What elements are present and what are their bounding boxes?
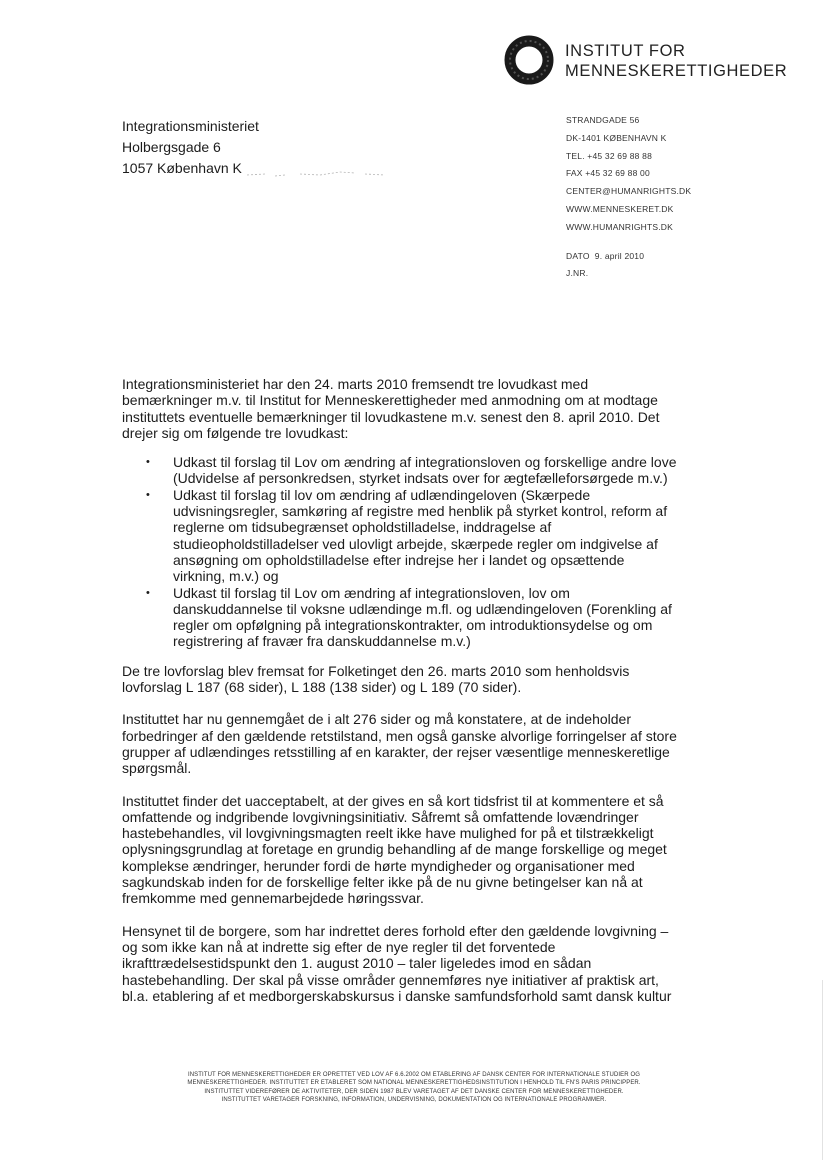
text-line: oplysningsgrundlag at foretage en grundig behandling af de mange forskellige og meget xyxy=(122,841,667,858)
text-line: komplekse ændringer, herunder fordi de hørte myndigheder og organisationer med xyxy=(122,857,635,874)
text-line: spørgsmål. xyxy=(122,760,192,777)
date-value: 9. april 2010 xyxy=(594,251,645,261)
text-line: Hensynet til de borgere, som har indrettet deres forhold efter den gældende lovgivning – xyxy=(122,922,669,939)
letter-meta xyxy=(566,248,644,282)
bullet-icon: • xyxy=(146,488,150,501)
contact-street: STRANDGADE 56 xyxy=(566,115,640,125)
draft-bill-list xyxy=(122,454,682,650)
sender-contact-block xyxy=(566,112,691,237)
text-line: omfattende og indgribende lovgivningsinitiativ. Såfremt så omfattende lovændringer xyxy=(122,808,639,825)
text-line: fremkomme med gennemarbejdede høringssvar. xyxy=(122,890,424,907)
contact-tel: TEL. +45 32 69 88 88 xyxy=(566,150,652,161)
contact-website-2: WWW.HUMANRIGHTS.DK xyxy=(566,221,674,232)
text-line: ikrafttrædelsestidspunkt den 1. august 2010 – taler ligeledes imod en sådan xyxy=(122,955,592,972)
letter-body xyxy=(122,376,682,1004)
text-line: Instituttet har nu gennemgået de i alt 276 sider og må konstatere, at de indeholder xyxy=(122,711,631,728)
recipient-name: Integrationsministeriet xyxy=(122,118,259,134)
text-line: reglerne om tidsubegrænset opholdstilladelse, inddragelse af xyxy=(173,519,552,536)
text-line: registrering af fravær fra danskuddannelse m.v.) xyxy=(173,633,471,650)
recipient-address xyxy=(122,116,259,179)
text-line: regler om opfølgning på integrationskontrakter, om introduktionsydelse og om xyxy=(173,617,653,634)
paragraph-review xyxy=(122,711,682,776)
text-line: virkning, m.v.) og xyxy=(173,568,279,585)
date-label: DATO xyxy=(566,251,590,261)
text-line: Integrationsministeriet har den 24. marts 2010 fremsendt tre lovudkast med xyxy=(122,376,589,392)
journal-number-row xyxy=(566,265,644,282)
scan-noise-marks xyxy=(245,166,395,180)
text-line: bemærkninger m.v. til Institut for Menneskerettigheder med anmodning om at modtage xyxy=(122,392,658,409)
text-line: bl.a. etablering af et medborgerskabskursus i danske samfundsforhold samt dansk kultur xyxy=(122,987,672,1004)
list-item xyxy=(122,454,682,487)
text-line: (Udvidelse af personkredsen, styrket indsats over for ægtefælleforsørgede m.v.) xyxy=(173,470,668,487)
text-line: lovforslag L 187 (68 sider), L 188 (138 sider) og L 189 (70 sider). xyxy=(122,679,522,696)
institute-logo xyxy=(503,34,803,90)
text-line: Udkast til forslag til lov om ændring af udlændingeloven (Skærpede xyxy=(173,486,591,503)
paragraph-bills-submitted xyxy=(122,663,682,696)
text-line: hastebehandling. Der skal på visse områder gennemføres nye initiativer af praktisk art, xyxy=(122,971,659,988)
journal-number-label: J.NR. xyxy=(566,268,589,278)
recipient-street: Holbergsgade 6 xyxy=(122,139,221,155)
list-item xyxy=(122,585,682,650)
contact-fax: FAX +45 32 69 88 00 xyxy=(566,168,650,179)
list-item xyxy=(122,487,682,585)
text-line: udvisningsregler, samkøring af registre med henblik på styrket kontrol, reform af xyxy=(173,503,668,520)
bullet-icon: • xyxy=(146,586,150,599)
footer-line: INSTITUTTET VARETAGER FORSKNING, INFORMATION, UNDERVISNING, DOKUMENTATION OG INTERNATIONALE PROGRAMMER. xyxy=(221,1097,607,1104)
footer-line: MENNESKERETTIGHEDER. INSTITUTTET ER ETABLERET SOM NATIONAL MENNESKERETTIGHEDSINSTITUTION I HENHOLD TIL FN'S PARIS PRINCIPPER. xyxy=(187,1080,641,1087)
contact-website-1: WWW.MENNESKERET.DK xyxy=(566,203,674,214)
text-line: hastebehandles, vil lovgivningsmagten reelt ikke have mulighed for på et tilstrækkeligt xyxy=(122,825,654,842)
ring-logo-icon xyxy=(503,34,555,86)
text-line: ansøgning om opholdstilladelse efter indrejse her i landet og opsættende xyxy=(173,551,625,568)
text-line: forbedringer af den gældende retstilstand, men også ganske alvorlige forringelser af store xyxy=(122,727,677,744)
date-row xyxy=(566,248,644,265)
legal-footer xyxy=(118,1071,710,1105)
footer-line: INSTITUTTET VIDEREFØRER DE AKTIVITETER, DER SIDEN 1987 BLEV VARETAGET AF DET DANSKE CENTER FOR MENNESKERETTIGHEDER. xyxy=(204,1088,624,1095)
text-line: grupper af udlændinges retsstilling af en karakter, der rejser væsentlige menneskeretlige xyxy=(122,743,670,760)
text-line: og som ikke kan nå at indrette sig efter de nye regler til det forventede xyxy=(122,938,556,955)
text-line: danskuddannelse til voksne udlændinge m.fl. og udlændingeloven (Forenkling af xyxy=(173,600,672,617)
paragraph-deadline-concern xyxy=(122,793,682,907)
contact-city: DK-1401 KØBENHAVN K xyxy=(566,132,667,143)
text-line: Udkast til forslag til Lov om ændring af integrationsloven og forskellige andre love xyxy=(173,454,677,471)
text-line: studieopholdstilladelser ved ulovligt arbejde, skærpede regler om indgivelse af xyxy=(173,535,658,552)
logo-text-line-1: INSTITUT FOR xyxy=(565,42,686,60)
contact-email: CENTER@HUMANRIGHTS.DK xyxy=(566,186,692,197)
recipient-city: 1057 København K xyxy=(122,160,242,176)
paragraph-citizens-concern xyxy=(122,923,682,1004)
logo-text-line-2: MENNESKERETTIGHEDER xyxy=(565,62,788,80)
text-line: De tre lovforslag blev fremsat for Folketinget den 26. marts 2010 som henholdsvis xyxy=(122,662,630,679)
bullet-icon: • xyxy=(146,456,150,469)
intro-paragraph xyxy=(122,376,682,441)
text-line: instituttets eventuelle bemærkninger til lovudkastene m.v. senest den 8. april 2010. Det xyxy=(122,408,660,425)
text-line: sagkundskab inden for de forskellige felter ikke på de nu givne betingelser kan nå at xyxy=(122,874,643,891)
text-line: Udkast til forslag til Lov om ændring af integrationsloven, lov om xyxy=(173,584,570,601)
scan-edge-line xyxy=(822,980,823,1160)
text-line: drejer sig om følgende tre lovudkast: xyxy=(122,424,349,441)
footer-line: INSTITUT FOR MENNESKERETTIGHEDER ER OPRETTET VED LOV AF 6.6.2002 OM ETABLERING AF DANSK CENTER FOR INTERNATIONALE STUDIER OG xyxy=(187,1072,641,1078)
text-line: Instituttet finder det uacceptabelt, at der gives en så kort tidsfrist til at kommentere et så xyxy=(122,792,664,809)
